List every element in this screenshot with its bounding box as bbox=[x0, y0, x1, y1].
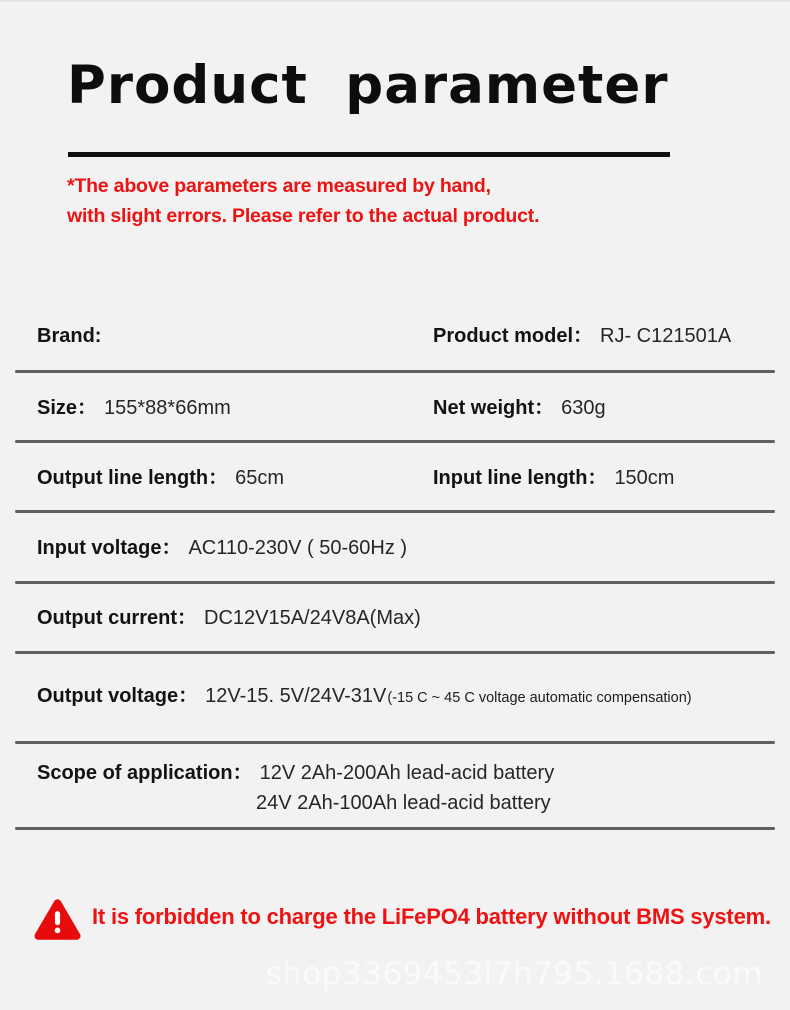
scope-label: Scope of application： bbox=[37, 762, 253, 784]
row-divider bbox=[15, 827, 775, 830]
disclaimer-line-1: *The above parameters are measured by hand, bbox=[67, 175, 491, 197]
spec-cell-net-weight bbox=[433, 394, 606, 422]
product-model-label: Product model： bbox=[433, 325, 594, 347]
output-voltage-label: Output voltage： bbox=[37, 685, 199, 707]
output-current-label: Output current： bbox=[37, 607, 197, 629]
row-divider bbox=[15, 581, 775, 584]
row-divider bbox=[15, 651, 775, 654]
brand-label: Brand: bbox=[37, 325, 102, 347]
spec-cell-brand bbox=[37, 322, 108, 350]
warning-text: It is forbidden to charge the LiFePO4 battery without BMS system. bbox=[92, 904, 771, 929]
size-value: 155*88*66mm bbox=[104, 397, 231, 419]
page-title: Product parameter bbox=[67, 55, 669, 116]
spec-cell-output-current bbox=[37, 604, 421, 632]
spec-cell-input-line-length bbox=[433, 464, 674, 492]
output-current-value: DC12V15A/24V8A(Max) bbox=[204, 607, 421, 629]
input-line-length-label: Input line length： bbox=[433, 467, 608, 489]
spec-cell-size bbox=[37, 394, 231, 422]
spec-cell-output-line-length bbox=[37, 464, 284, 492]
row-divider bbox=[15, 510, 775, 513]
input-voltage-label: Input voltage： bbox=[37, 537, 182, 559]
disclaimer-line-2: with slight errors. Please refer to the actual product. bbox=[67, 205, 540, 227]
shop-watermark: shop3369453l7h795.1688.com bbox=[265, 956, 763, 992]
title-underline bbox=[68, 152, 670, 157]
spec-cell-scope bbox=[37, 758, 554, 818]
output-voltage-value: 12V-15. 5V/24V-31V bbox=[205, 685, 387, 707]
scope-value-line2: 24V 2Ah-100Ah lead-acid battery bbox=[256, 792, 551, 814]
spec-cell-input-voltage bbox=[37, 534, 407, 562]
row-divider bbox=[15, 741, 775, 744]
spec-cell-product-model bbox=[433, 322, 731, 350]
net-weight-label: Net weight： bbox=[433, 397, 555, 419]
input-line-length-value: 150cm bbox=[614, 467, 675, 489]
net-weight-value: 630g bbox=[561, 397, 606, 419]
output-voltage-note: (-15 C ~ 45 C voltage automatic compensation) bbox=[387, 690, 692, 706]
output-line-length-label: Output line length： bbox=[37, 467, 229, 489]
scope-value-line1: 12V 2Ah-200Ah lead-acid battery bbox=[259, 762, 555, 784]
spec-cell-output-voltage bbox=[37, 682, 692, 712]
row-divider bbox=[15, 440, 775, 443]
warning-triangle-icon bbox=[34, 898, 81, 942]
row-divider bbox=[15, 370, 775, 373]
disclaimer-text bbox=[67, 171, 539, 231]
warning-banner bbox=[0, 896, 790, 944]
size-label: Size： bbox=[37, 397, 98, 419]
input-voltage-value: AC110-230V ( 50-60Hz ) bbox=[188, 537, 408, 559]
scope-line-1 bbox=[37, 758, 554, 788]
product-model-value: RJ- C121501A bbox=[600, 325, 732, 347]
top-edge-strip bbox=[0, 0, 790, 2]
output-line-length-value: 65cm bbox=[235, 467, 284, 489]
